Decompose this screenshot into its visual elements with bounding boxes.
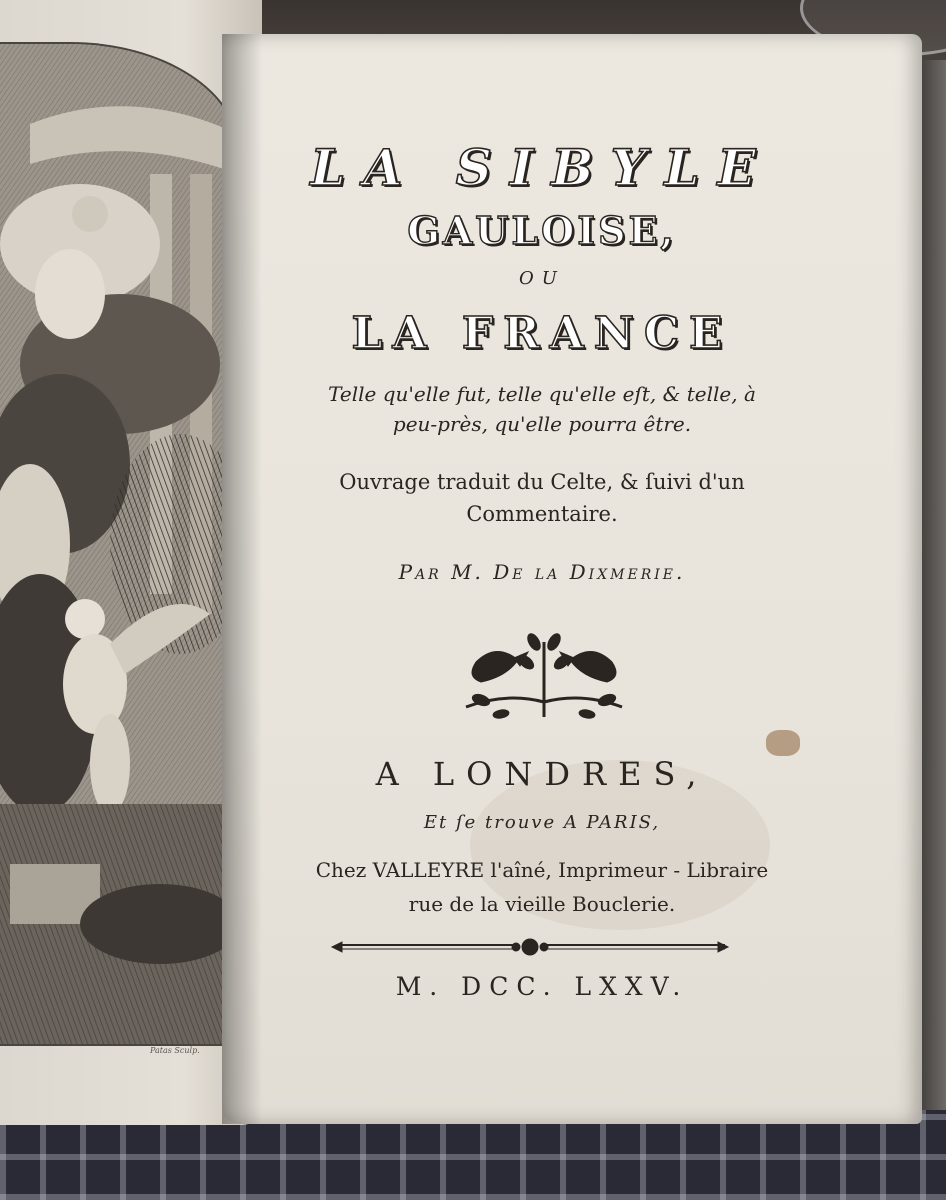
engraving-illustration bbox=[0, 44, 238, 1044]
sold-at-line: Et ſe trouve A PARIS, bbox=[423, 812, 661, 833]
publication-date: M. DCC. LXXV. bbox=[395, 972, 689, 1001]
work-description-line-2: Commentaire. bbox=[466, 502, 618, 526]
printer-line-2: rue de la vieille Bouclerie. bbox=[408, 892, 676, 916]
frontispiece-engraving bbox=[0, 42, 240, 1046]
title-line-1: LA SIBYLE bbox=[310, 138, 774, 197]
subtitle-line-2: peu-près, qu'elle pourra être. bbox=[392, 412, 692, 436]
book-gutter bbox=[222, 34, 262, 1124]
title-conjunction: OU bbox=[519, 268, 565, 289]
author-line: Par M. De la Dixmerie. bbox=[398, 560, 686, 584]
printer-line-1: Chez VALLEYRE l'aîné, Imprimeur - Libraire bbox=[315, 858, 769, 882]
paper-spot bbox=[766, 730, 800, 756]
work-description-line-1: Ouvrage traduit du Celte, & ſuivi d'un bbox=[339, 470, 745, 494]
subtitle-line-1: Telle qu'elle fut, telle qu'elle eſt, & telle, à bbox=[328, 382, 756, 406]
title-line-3: LA FRANCE bbox=[351, 308, 733, 359]
title-line-2: GAULOISE, bbox=[407, 208, 677, 253]
place-of-publication: A LONDRES, bbox=[375, 755, 709, 793]
decorative-rule-icon bbox=[330, 934, 730, 960]
engraver-signature: Patas Sculp. bbox=[150, 1046, 200, 1055]
birds-ornament-icon bbox=[456, 622, 632, 722]
